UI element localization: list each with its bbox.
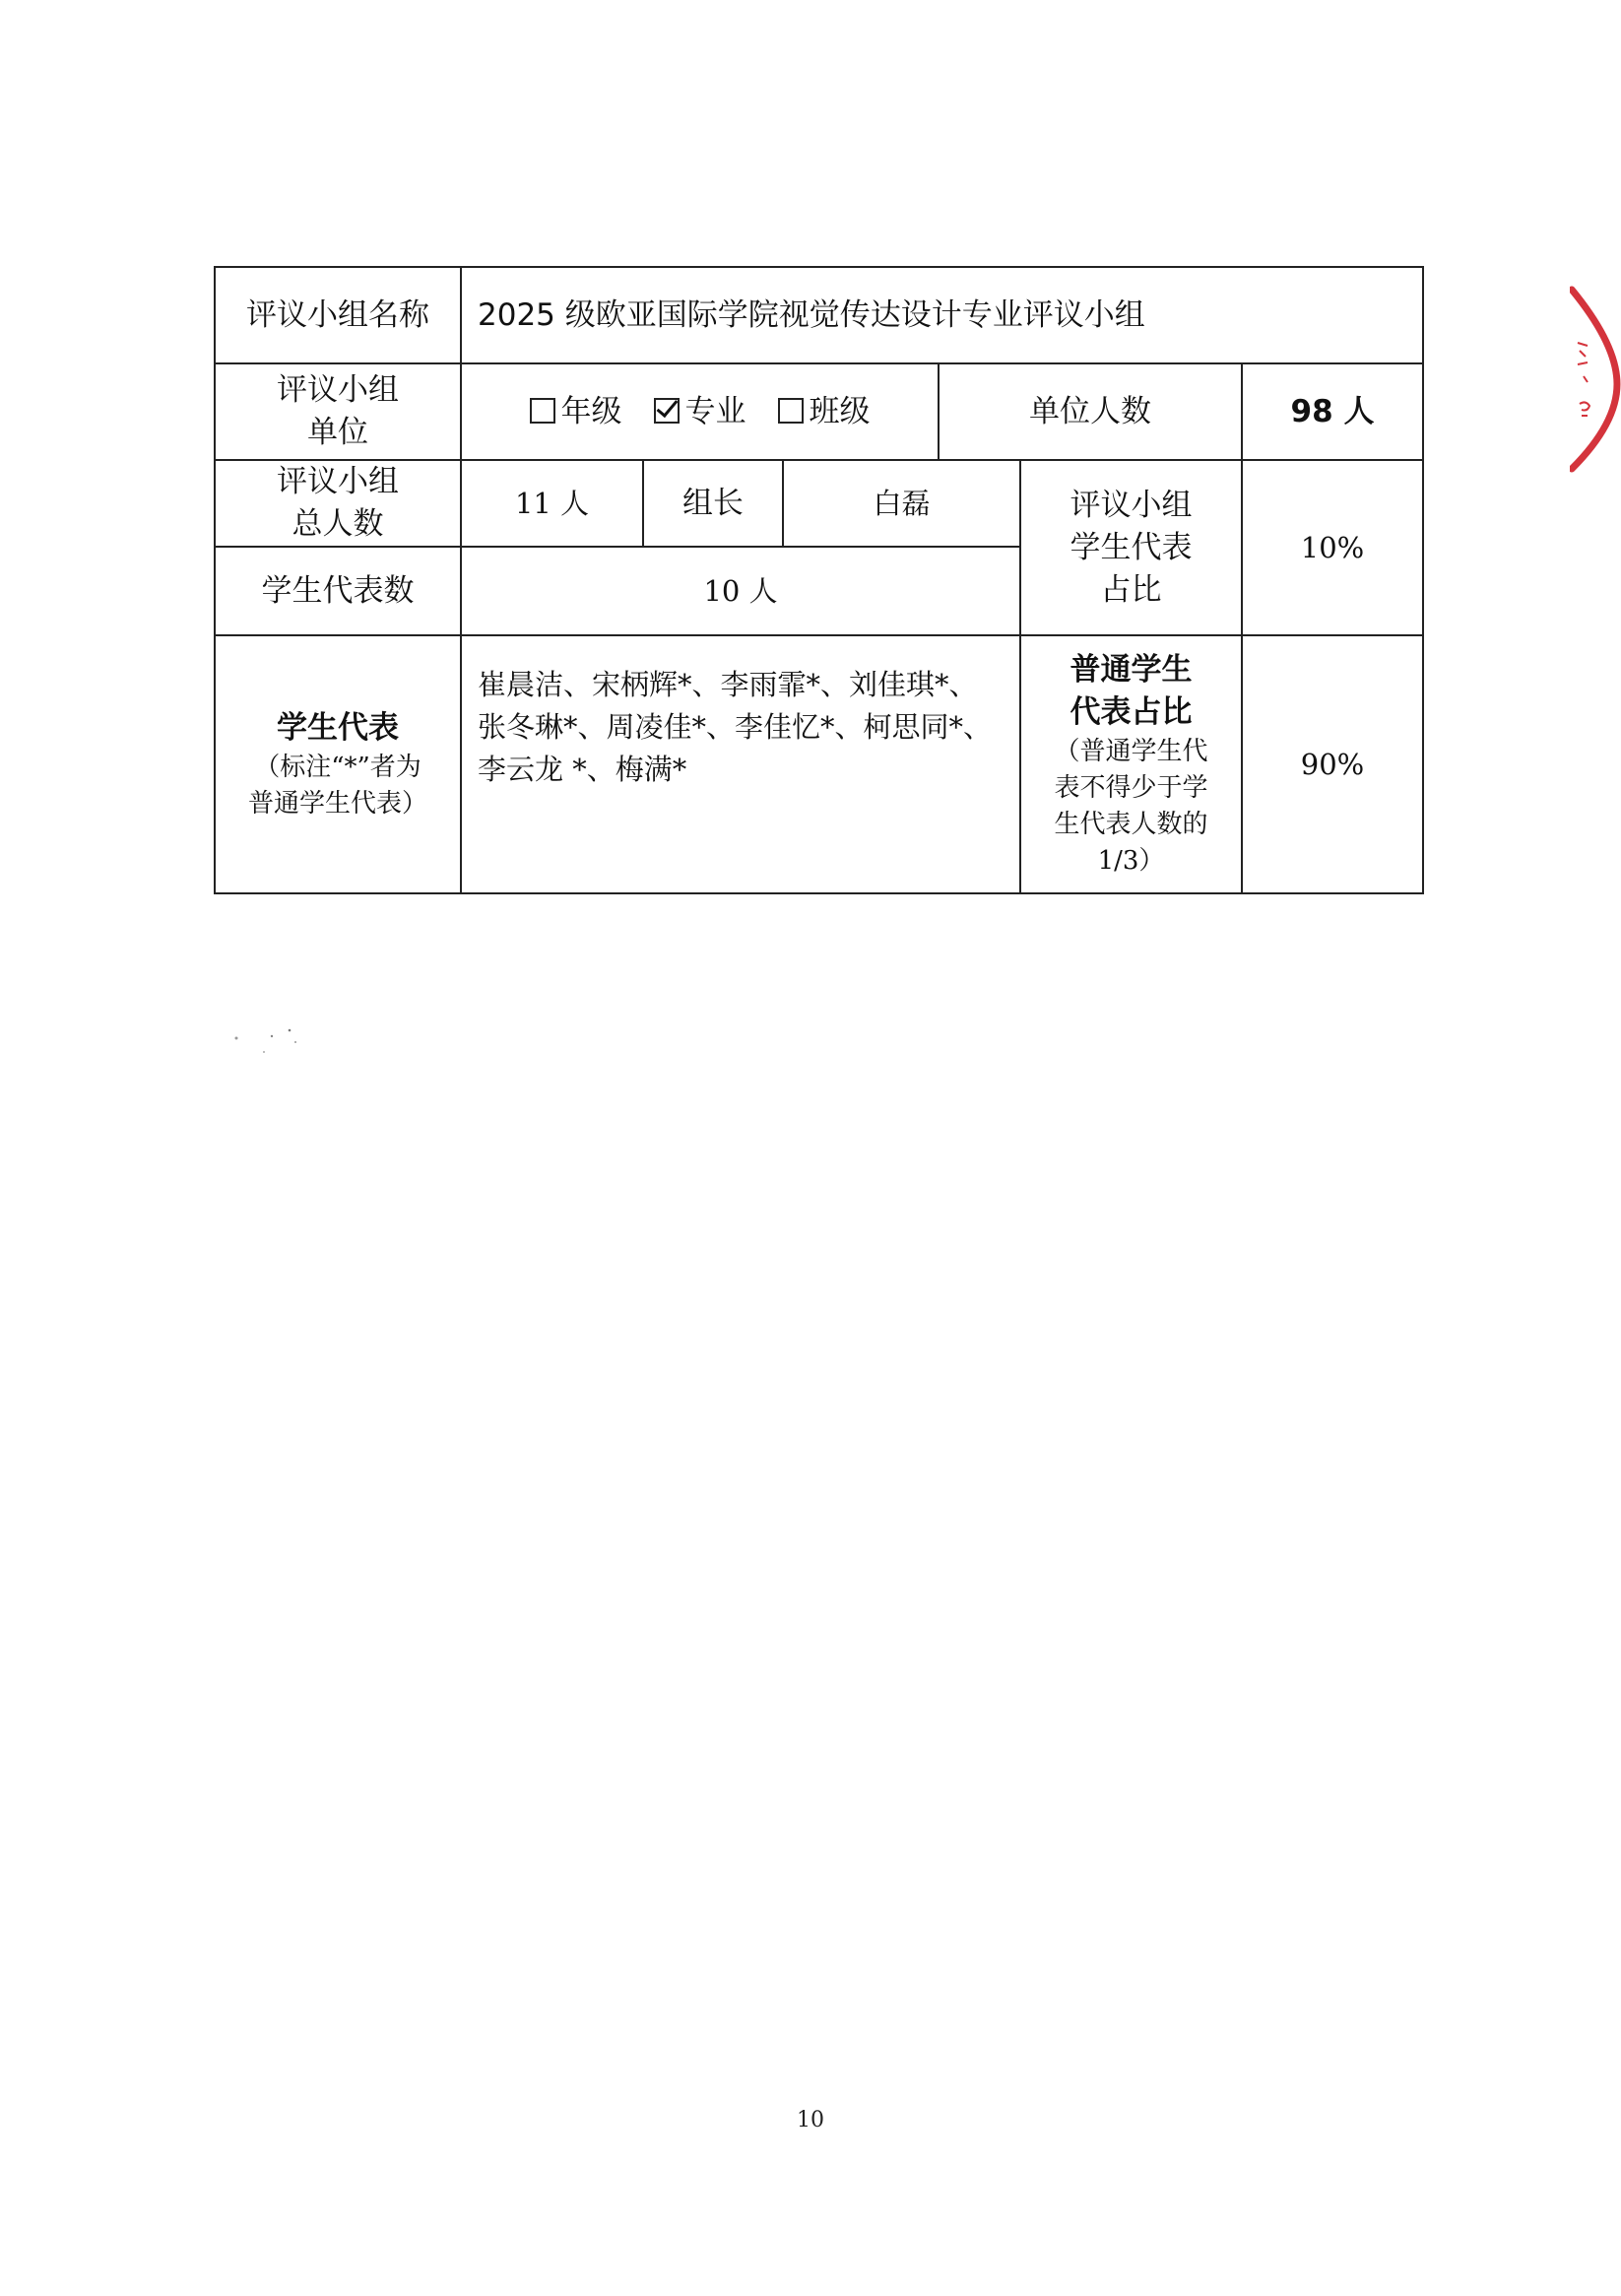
leader-label: 组长 (643, 460, 783, 547)
student-count-value: 10 人 (461, 547, 1020, 635)
reps-value-line2: 张冬琳*、周凌佳*、李佳忆*、柯思同*、 (478, 710, 993, 744)
unit-count-label: 单位人数 (939, 363, 1242, 460)
unit-label (215, 363, 461, 460)
reps-label (215, 635, 461, 893)
option-major[interactable] (654, 391, 746, 433)
reps-note-line2: 普通学生代表） (247, 788, 427, 819)
option-major-label: 专业 (684, 393, 746, 429)
checkbox-checked-icon[interactable] (654, 398, 680, 424)
reps-label-title: 学生代表 (277, 709, 399, 746)
unit-options (461, 363, 939, 460)
student-ratio-value: 10% (1242, 460, 1423, 635)
total-label (215, 460, 461, 547)
student-ratio-label-line3: 占比 (1100, 571, 1162, 608)
reps-value-line1: 崔晨洁、宋柄辉*、李雨霏*、刘佳琪*、 (478, 668, 978, 701)
review-group-table (214, 266, 1424, 894)
ordinary-label-line2: 代表占比 (1070, 694, 1193, 730)
checkbox-icon[interactable] (530, 398, 555, 424)
reps-value (461, 635, 1020, 893)
student-ratio-label-line1: 评议小组 (1070, 487, 1193, 523)
ordinary-label-line1: 普通学生 (1070, 652, 1193, 688)
group-name-label: 评议小组名称 (215, 267, 461, 363)
unit-label-line2: 单位 (307, 415, 368, 450)
unit-count-value: 98 人 (1242, 363, 1423, 460)
option-class-label: 班级 (809, 393, 871, 429)
red-seal-stamp (1570, 286, 1621, 473)
table-row (215, 267, 1423, 363)
option-grade[interactable] (530, 391, 622, 433)
reps-note-line1: （标注“*”者为 (254, 752, 421, 782)
table-row (215, 460, 1423, 547)
leader-value: 白磊 (783, 460, 1020, 547)
reps-value-line3: 李云龙 *、梅满* (478, 753, 687, 786)
ordinary-label (1020, 635, 1242, 893)
ordinary-note-line2: 表不得少于学 (1054, 773, 1208, 803)
total-value: 11 人 (461, 460, 643, 547)
checkbox-icon[interactable] (778, 398, 804, 424)
ordinary-value: 90% (1242, 635, 1423, 893)
scan-specks (98, 1024, 355, 1064)
ordinary-note-line1: （普通学生代 (1054, 737, 1208, 766)
option-grade-label: 年级 (560, 393, 622, 429)
page-number: 10 (797, 2108, 824, 2132)
student-count-label: 学生代表数 (215, 547, 461, 635)
total-label-line1: 评议小组 (277, 464, 399, 499)
ordinary-note-line4: 1/3） (1097, 846, 1165, 876)
table-row (215, 363, 1423, 460)
option-class[interactable] (778, 391, 871, 433)
group-name-value: 2025 级欧亚国际学院视觉传达设计专业评议小组 (461, 267, 1423, 363)
total-label-line2: 总人数 (292, 506, 384, 542)
student-ratio-label (1020, 460, 1242, 635)
student-ratio-label-line2: 学生代表 (1070, 529, 1193, 565)
unit-label-line1: 评议小组 (277, 372, 399, 408)
table-row (215, 635, 1423, 893)
ordinary-note-line3: 生代表人数的 (1054, 810, 1208, 839)
